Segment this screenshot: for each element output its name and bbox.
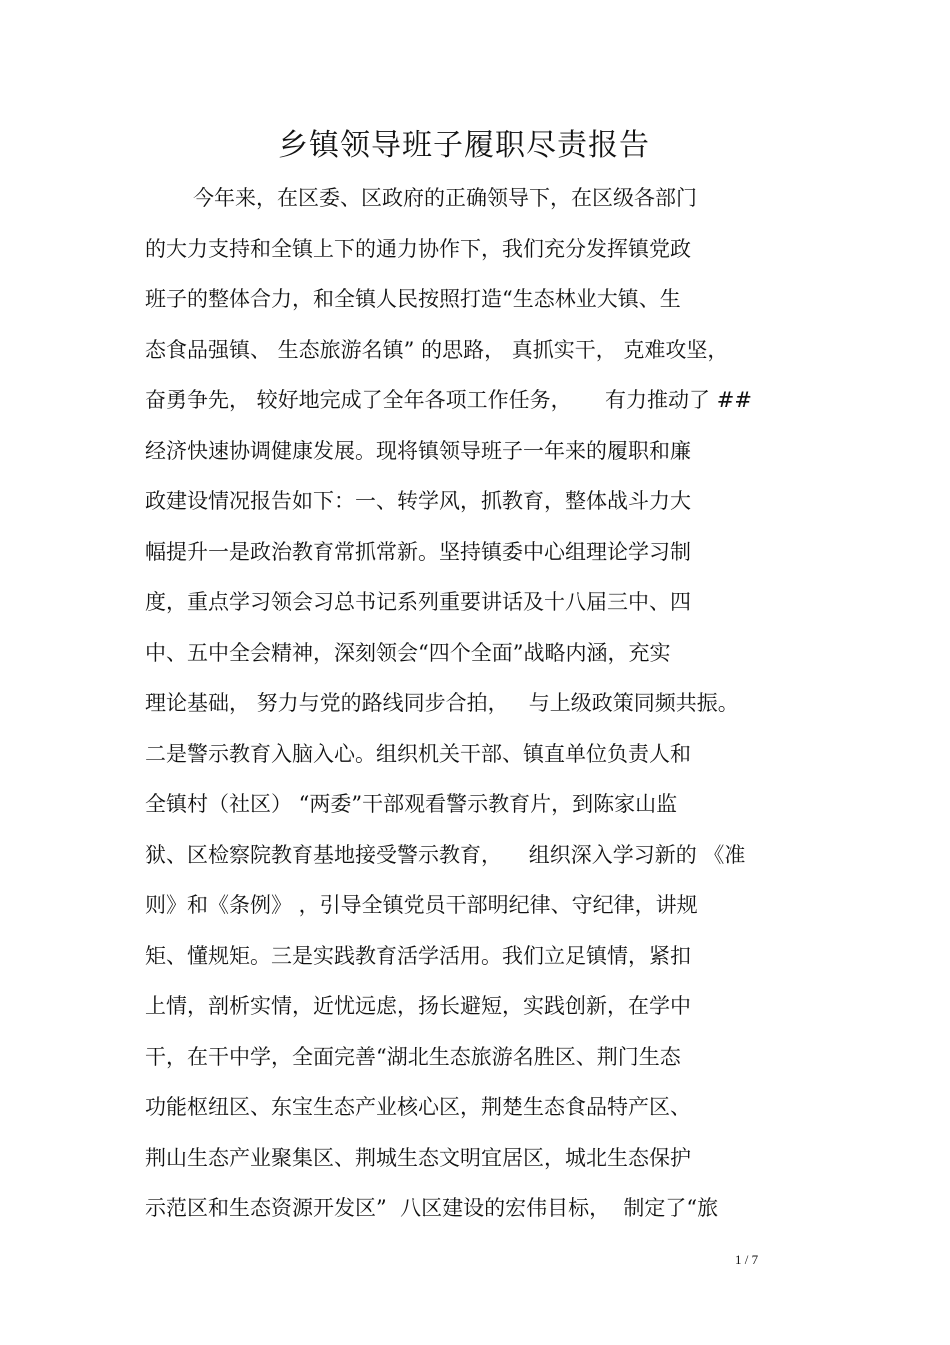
- page-number: 1 / 7: [735, 1252, 759, 1267]
- body-line: 示范区和生态资源开发区” 八区建设的宏伟目标， 制定了“旅: [145, 1196, 719, 1220]
- body-line: 奋勇争先， 较好地完成了全年各项工作任务， 有力推动了 ##: [145, 388, 752, 412]
- body-line: 理论基础， 努力与党的路线同步合拍， 与上级政策同频共振。: [145, 691, 739, 715]
- body-line: 政建设情况报告如下：一、转学风，抓教育，整体战斗力大: [145, 489, 691, 513]
- body-line: 今年来，在区委、区政府的正确领导下，在区级各部门: [193, 186, 697, 210]
- body-line: 中、五中全会精神，深刻领会“四个全面”战略内涵，充实: [145, 641, 671, 665]
- body-line: 狱、区检察院教育基地接受警示教育， 组织深入学习新的 《准: [145, 843, 746, 867]
- body-line: 度，重点学习领会习总书记系列重要讲话及十八届三中、四: [145, 590, 691, 614]
- body-line: 的大力支持和全镇上下的通力协作下，我们充分发挥镇党政: [145, 237, 691, 261]
- body-line: 矩、懂规矩。三是实践教育活学活用。我们立足镇情，紧扣: [145, 944, 691, 968]
- body-line: 幅提升一是政治教育常抓常新。坚持镇委中心组理论学习制: [145, 540, 691, 564]
- body-line: 荆山生态产业聚集区、荆城生态文明宜居区，城北生态保护: [145, 1146, 691, 1170]
- body-line: 上情，剖析实情，近忧远虑，扬长避短，实践创新，在学中: [145, 994, 691, 1018]
- body-line: 功能枢纽区、东宝生态产业核心区，荆楚生态食品特产区、: [145, 1095, 691, 1119]
- body-line: 则》和《条例》 ，引导全镇党员干部明纪律、守纪律，讲规: [145, 893, 698, 917]
- body-line: 班子的整体合力，和全镇人民按照打造“生态林业大镇、生: [145, 287, 681, 311]
- body-line: 二是警示教育入脑入心。组织机关干部、镇直单位负责人和: [145, 742, 691, 766]
- document-title: 乡镇领导班子履职尽责报告: [278, 128, 650, 163]
- body-line: 全镇村（社区） “两委”干部观看警示教育片，到陈家山监: [145, 792, 678, 816]
- body-line: 干，在干中学，全面完善“湖北生态旅游名胜区、荆门生态: [145, 1045, 681, 1069]
- body-line: 态食品强镇、 生态旅游名镇” 的思路， 真抓实干， 克难攻坚，: [145, 338, 729, 362]
- body-line: 经济快速协调健康发展。现将镇领导班子一年来的履职和廉: [145, 439, 691, 463]
